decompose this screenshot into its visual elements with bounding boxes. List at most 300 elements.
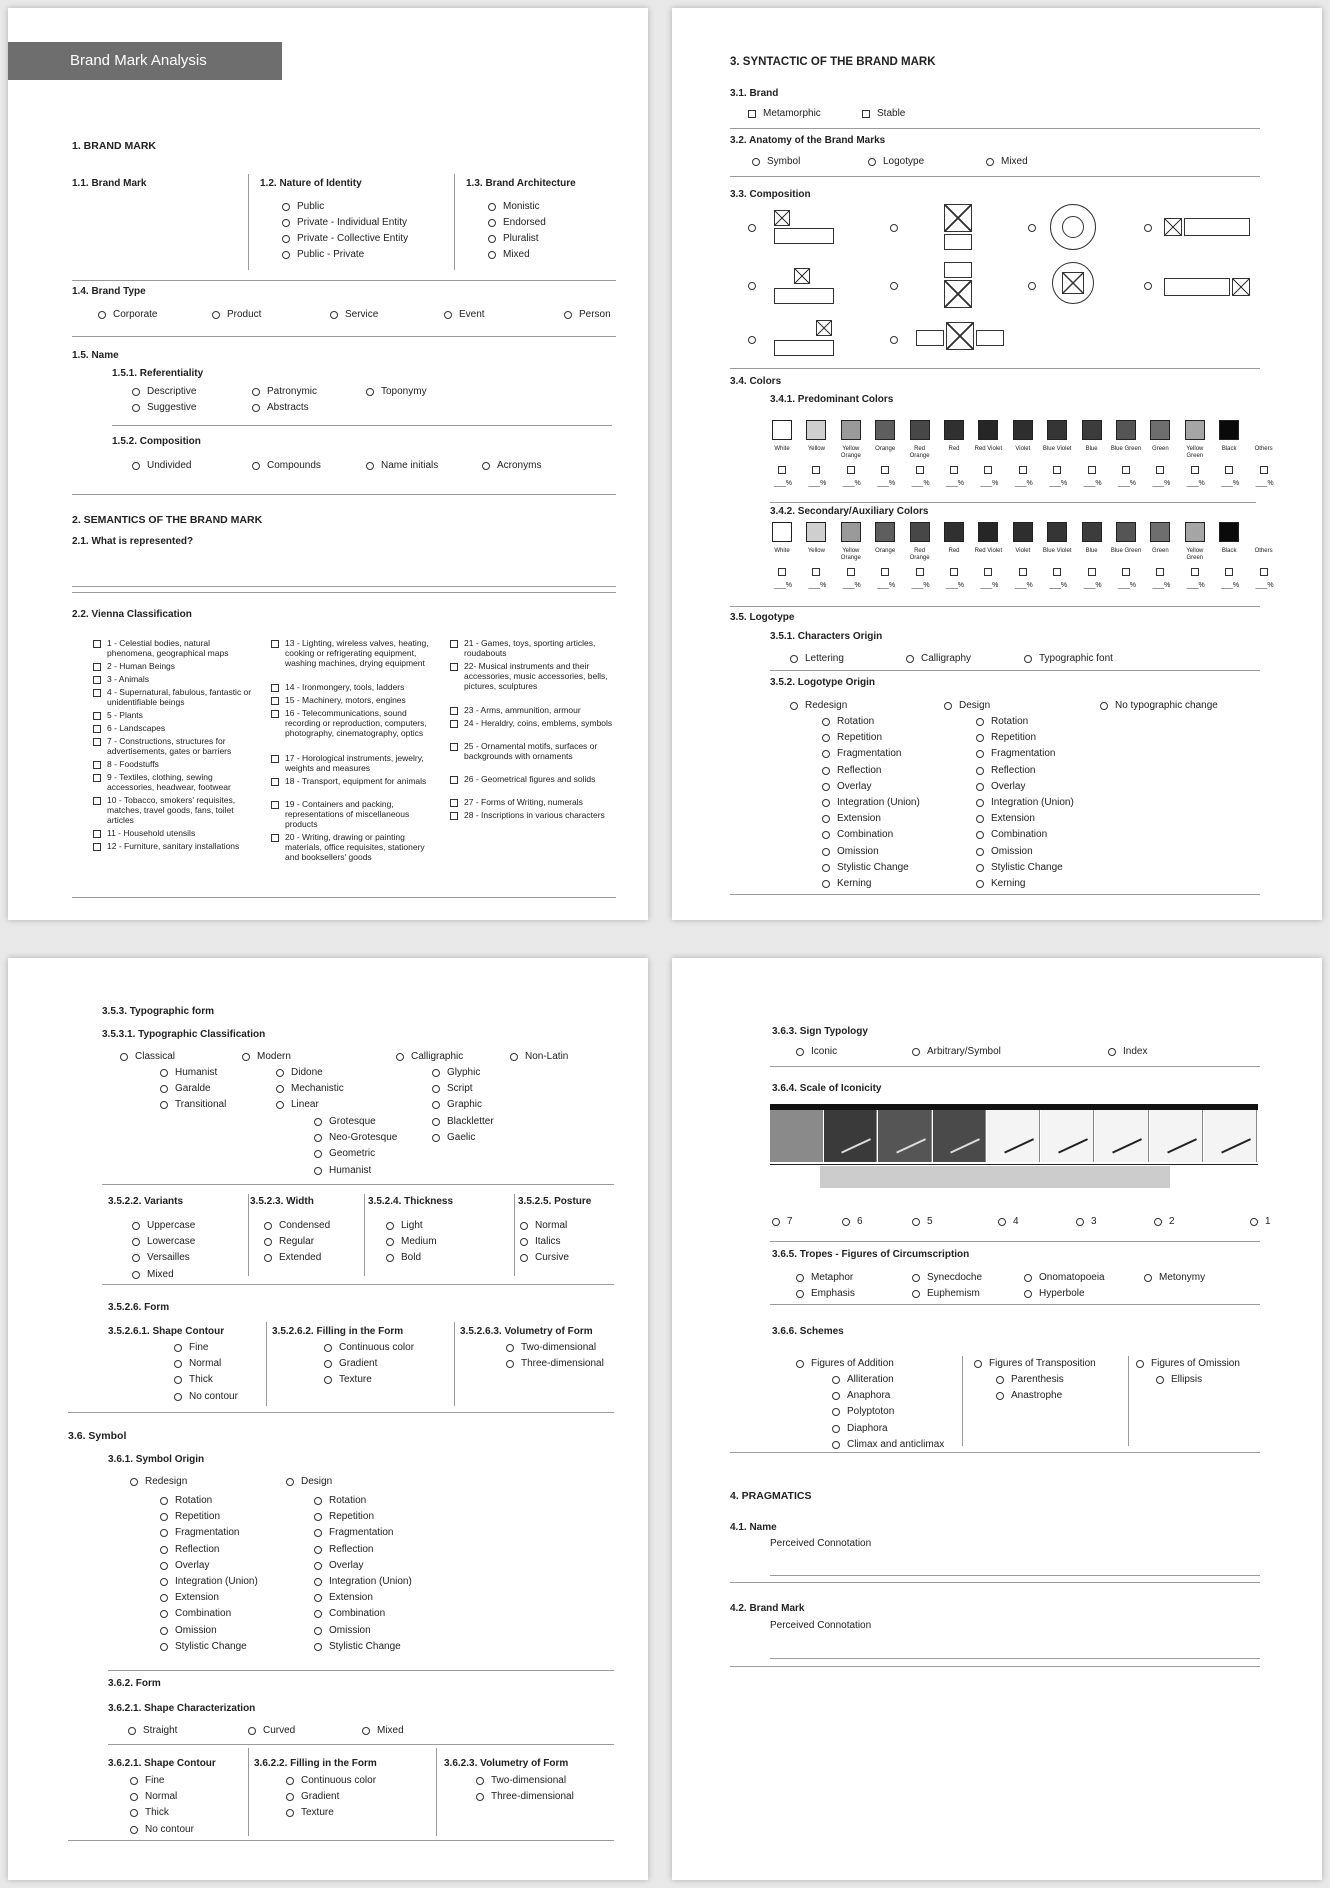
checkbox[interactable] (450, 799, 458, 807)
radio-button[interactable] (1144, 282, 1152, 290)
perceived-connotation-1: Perceived Connotation (770, 1538, 872, 1549)
percent-field[interactable]: ___% (946, 582, 964, 589)
radio-button[interactable] (386, 1238, 394, 1246)
checkbox[interactable] (1225, 466, 1233, 474)
percent-field[interactable]: ___% (911, 582, 930, 589)
radio-button[interactable] (396, 1053, 404, 1061)
radio-button[interactable] (822, 864, 830, 872)
radio-button[interactable] (752, 158, 760, 166)
radio-button[interactable] (386, 1254, 394, 1262)
radio-button[interactable] (264, 1254, 272, 1262)
iconicity-scale (770, 1104, 1258, 1188)
checkbox[interactable] (1156, 568, 1164, 576)
checkbox[interactable] (271, 755, 279, 763)
radio-button[interactable] (314, 1546, 322, 1554)
radio-button[interactable] (976, 750, 984, 758)
checkbox[interactable] (93, 797, 101, 805)
checkbox[interactable] (1260, 568, 1268, 576)
radio-button[interactable] (476, 1777, 484, 1785)
radio-button[interactable] (822, 848, 830, 856)
radio-button[interactable] (822, 815, 830, 823)
checkbox[interactable] (950, 466, 958, 474)
radio-button[interactable] (282, 235, 290, 243)
option-label: Redesign (805, 700, 848, 711)
radio-button[interactable] (432, 1134, 440, 1142)
color-swatch (1150, 522, 1170, 542)
radio-button[interactable] (998, 1218, 1006, 1226)
radio-button[interactable] (912, 1218, 920, 1226)
option-label: Extension (837, 813, 881, 825)
radio-button[interactable] (314, 1610, 322, 1618)
percent-field[interactable]: ___% (1083, 480, 1102, 487)
radio-button[interactable] (132, 1254, 140, 1262)
radio-button[interactable] (520, 1222, 528, 1230)
percent-field[interactable]: ___% (911, 480, 930, 487)
radio-button[interactable] (796, 1048, 804, 1056)
radio-button[interactable] (832, 1408, 840, 1416)
percent-field[interactable]: ___% (1255, 480, 1274, 487)
percent-field[interactable]: ___% (980, 582, 999, 589)
radio-button[interactable] (314, 1627, 322, 1635)
checkbox[interactable] (1122, 466, 1130, 474)
radio-button[interactable] (944, 702, 952, 710)
checkbox[interactable] (93, 738, 101, 746)
radio-button[interactable] (1100, 702, 1108, 710)
radio-button[interactable] (160, 1643, 168, 1651)
radio-button[interactable] (252, 388, 260, 396)
checkbox[interactable] (271, 778, 279, 786)
percent-field[interactable]: ___% (842, 480, 861, 487)
radio-button[interactable] (1076, 1218, 1084, 1226)
radio-button[interactable] (132, 1222, 140, 1230)
radio-button[interactable] (174, 1344, 182, 1352)
percent-field[interactable]: ___% (1118, 480, 1136, 487)
radio-button[interactable] (976, 783, 984, 791)
radio-button[interactable] (432, 1118, 440, 1126)
checkbox[interactable] (93, 774, 101, 782)
checkbox[interactable] (984, 466, 992, 474)
radio-button[interactable] (772, 1218, 780, 1226)
percent-field[interactable]: ___% (1186, 480, 1205, 487)
radio-button[interactable] (976, 734, 984, 742)
checkbox[interactable] (1191, 568, 1199, 576)
radio-button[interactable] (132, 1271, 140, 1279)
percent-field[interactable]: ___% (1014, 480, 1033, 487)
radio-button[interactable] (444, 311, 452, 319)
radio-button[interactable] (324, 1376, 332, 1384)
checkbox[interactable] (1088, 466, 1096, 474)
checkbox[interactable] (271, 640, 279, 648)
option-label: Monistic (503, 201, 540, 212)
radio-button[interactable] (174, 1393, 182, 1401)
option-label: Omission (175, 1624, 217, 1636)
radio-button[interactable] (160, 1101, 168, 1109)
radio-button[interactable] (160, 1562, 168, 1570)
radio-button[interactable] (822, 767, 830, 775)
checkbox[interactable] (450, 707, 458, 715)
checkbox[interactable] (950, 568, 958, 576)
radio-button[interactable] (1028, 224, 1036, 232)
percent-field[interactable]: ___% (1049, 480, 1068, 487)
radio-button[interactable] (996, 1392, 1004, 1400)
checkbox[interactable] (93, 712, 101, 720)
radio-button[interactable] (160, 1627, 168, 1635)
percent-field[interactable]: ___% (877, 480, 896, 487)
radio-button[interactable] (996, 1376, 1004, 1384)
radio-button[interactable] (130, 1826, 138, 1834)
radio-button[interactable] (1028, 282, 1036, 290)
checkbox[interactable] (778, 568, 786, 576)
radio-button[interactable] (130, 1793, 138, 1801)
radio-button[interactable] (976, 767, 984, 775)
radio-button[interactable] (868, 158, 876, 166)
radio-button[interactable] (1154, 1218, 1162, 1226)
radio-button[interactable] (174, 1376, 182, 1384)
checkbox[interactable] (812, 568, 820, 576)
radio-button[interactable] (890, 224, 898, 232)
color-name: Green (1152, 446, 1169, 452)
checkbox[interactable] (93, 640, 101, 648)
checkbox[interactable] (93, 689, 101, 697)
radio-button[interactable] (314, 1134, 322, 1142)
divider (730, 1582, 1260, 1583)
radio-button[interactable] (160, 1594, 168, 1602)
s41-label: 4.1. Name (730, 1522, 777, 1533)
radio-button[interactable] (314, 1578, 322, 1586)
radio-button[interactable] (822, 799, 830, 807)
percent-field[interactable]: ___% (1152, 480, 1171, 487)
radio-button[interactable] (276, 1101, 284, 1109)
option-label: Fragmentation (175, 1527, 240, 1539)
page-3 (8, 958, 648, 1880)
radio-button[interactable] (488, 203, 496, 211)
checkbox[interactable] (450, 663, 458, 671)
radio-button[interactable] (264, 1222, 272, 1230)
divider (108, 1744, 614, 1745)
percent-field[interactable]: ___% (842, 582, 861, 589)
percent-field[interactable]: ___% (1186, 582, 1205, 589)
radio-button[interactable] (314, 1594, 322, 1602)
checkbox[interactable] (271, 710, 279, 718)
radio-button[interactable] (976, 848, 984, 856)
radio-button[interactable] (796, 1274, 804, 1282)
radio-button[interactable] (252, 462, 260, 470)
radio-button[interactable] (248, 1727, 256, 1735)
radio-button[interactable] (482, 462, 490, 470)
radio-button[interactable] (282, 219, 290, 227)
checkbox[interactable] (93, 663, 101, 671)
checkbox[interactable] (271, 801, 279, 809)
section-label: 3.6.2.3. Volumetry of Form (444, 1758, 569, 1769)
radio-button[interactable] (976, 880, 984, 888)
radio-button[interactable] (822, 750, 830, 758)
radio-button[interactable] (314, 1529, 322, 1537)
vienna-item: 20 - Writing, drawing or painting materials, office requisites, stationery and booksellers' goods (285, 832, 425, 862)
radio-button[interactable] (282, 251, 290, 259)
radio-button[interactable] (520, 1254, 528, 1262)
percent-field[interactable]: ___% (1014, 582, 1033, 589)
radio-button[interactable] (976, 815, 984, 823)
radio-button[interactable] (748, 336, 756, 344)
radio-button[interactable] (366, 388, 374, 396)
option-label: Texture (301, 1807, 334, 1819)
radio-button[interactable] (912, 1048, 920, 1056)
radio-button[interactable] (832, 1425, 840, 1433)
radio-button[interactable] (324, 1360, 332, 1368)
olive-branch-icon (831, 1116, 871, 1153)
radio-button[interactable] (476, 1793, 484, 1801)
radio-button[interactable] (790, 655, 798, 663)
radio-button[interactable] (314, 1513, 322, 1521)
radio-button[interactable] (160, 1529, 168, 1537)
checkbox[interactable] (1156, 466, 1164, 474)
percent-field[interactable]: ___% (808, 582, 827, 589)
radio-button[interactable] (748, 282, 756, 290)
percent-field[interactable]: ___% (1221, 480, 1240, 487)
radio-button[interactable] (822, 783, 830, 791)
radio-button[interactable] (432, 1085, 440, 1093)
radio-button[interactable] (974, 1360, 982, 1368)
option-label: Product (227, 309, 262, 320)
checkbox[interactable] (1122, 568, 1130, 576)
radio-button[interactable] (160, 1497, 168, 1505)
checkbox[interactable] (450, 776, 458, 784)
radio-button[interactable] (832, 1441, 840, 1449)
percent-field[interactable]: ___% (1083, 582, 1102, 589)
radio-button[interactable] (366, 462, 374, 470)
checkbox[interactable] (271, 684, 279, 692)
percent-field[interactable]: ___% (946, 480, 964, 487)
checkbox[interactable] (450, 743, 458, 751)
radio-button[interactable] (160, 1513, 168, 1521)
color-name: Black (1221, 446, 1237, 452)
option-label: Condensed (279, 1220, 331, 1231)
radio-button[interactable] (506, 1344, 514, 1352)
radio-button[interactable] (1024, 1274, 1032, 1282)
s342-label: 3.4.2. Secondary/Auxiliary Colors (770, 506, 929, 517)
percent-field[interactable]: ___% (877, 582, 896, 589)
checkbox[interactable] (1053, 568, 1061, 576)
radio-button[interactable] (976, 831, 984, 839)
checkbox[interactable] (1053, 466, 1061, 474)
checkbox[interactable] (93, 676, 101, 684)
radio-button[interactable] (796, 1290, 804, 1298)
radio-button[interactable] (160, 1069, 168, 1077)
checkbox[interactable] (271, 697, 279, 705)
radio-button[interactable] (976, 864, 984, 872)
radio-button[interactable] (132, 388, 140, 396)
s21-label: 2.1. What is represented? (72, 536, 194, 547)
checkbox[interactable] (93, 761, 101, 769)
s35-label: 3.5. Logotype (730, 612, 795, 623)
rect-shape (976, 330, 1004, 346)
radio-button[interactable] (1156, 1376, 1164, 1384)
radio-button[interactable] (432, 1101, 440, 1109)
radio-button[interactable] (832, 1392, 840, 1400)
checkbox[interactable] (916, 466, 924, 474)
radio-button[interactable] (286, 1809, 294, 1817)
color-swatch (1219, 420, 1239, 440)
option-label: Repetition (837, 732, 883, 744)
radio-button[interactable] (506, 1360, 514, 1368)
color-swatch (875, 420, 895, 440)
radio-button[interactable] (822, 831, 830, 839)
radio-button[interactable] (252, 404, 260, 412)
radio-button[interactable] (1144, 224, 1152, 232)
checkbox[interactable] (93, 843, 101, 851)
radio-button[interactable] (362, 1727, 370, 1735)
percent-field[interactable]: ___% (774, 582, 792, 589)
section-label: 3.5.2.4. Thickness (368, 1196, 454, 1207)
radio-button[interactable] (132, 462, 140, 470)
radio-button[interactable] (286, 1793, 294, 1801)
radio-button[interactable] (330, 311, 338, 319)
radio-button[interactable] (314, 1150, 322, 1158)
checkbox[interactable] (881, 568, 889, 576)
option-label: Continuous color (339, 1342, 415, 1353)
checkbox[interactable] (847, 466, 855, 474)
divider (68, 1412, 614, 1413)
option-label: Alliteration (847, 1374, 894, 1385)
radio-button[interactable] (832, 1376, 840, 1384)
radio-button[interactable] (314, 1167, 322, 1175)
checkbox[interactable] (847, 568, 855, 576)
option-label: Omission (329, 1624, 371, 1636)
radio-button[interactable] (120, 1053, 128, 1061)
checkbox[interactable] (812, 466, 820, 474)
percent-field[interactable]: ___% (774, 480, 792, 487)
symbol-shape (944, 204, 972, 232)
checkbox[interactable] (984, 568, 992, 576)
radio-button[interactable] (324, 1344, 332, 1352)
radio-button[interactable] (264, 1238, 272, 1246)
section-label: 3.6.2.2. Filling in the Form (254, 1758, 377, 1769)
option-label: Extension (175, 1592, 219, 1604)
radio-button[interactable] (432, 1069, 440, 1077)
radio-button[interactable] (890, 336, 898, 344)
checkbox[interactable] (93, 830, 101, 838)
percent-field[interactable]: ___% (1118, 582, 1136, 589)
checkbox[interactable] (1225, 568, 1233, 576)
radio-button[interactable] (212, 311, 220, 319)
radio-button[interactable] (1250, 1218, 1258, 1226)
checkbox[interactable] (450, 640, 458, 648)
radio-button[interactable] (160, 1546, 168, 1554)
radio-button[interactable] (286, 1777, 294, 1785)
radio-button[interactable] (282, 203, 290, 211)
radio-button[interactable] (822, 880, 830, 888)
radio-button[interactable] (286, 1478, 294, 1486)
s361-label: 3.6.1. Symbol Origin (108, 1454, 205, 1465)
checkbox[interactable] (450, 812, 458, 820)
radio-button[interactable] (822, 718, 830, 726)
option-label: Reflection (175, 1543, 220, 1555)
checkbox[interactable] (748, 110, 756, 118)
checkbox[interactable] (1019, 466, 1027, 474)
radio-button[interactable] (1136, 1360, 1144, 1368)
radio-button[interactable] (174, 1360, 182, 1368)
divider (730, 894, 1260, 895)
checkbox[interactable] (1191, 466, 1199, 474)
checkbox[interactable] (881, 466, 889, 474)
radio-button[interactable] (132, 1238, 140, 1246)
radio-button[interactable] (520, 1238, 528, 1246)
radio-button[interactable] (906, 655, 914, 663)
radio-button[interactable] (564, 311, 572, 319)
option-label: 1 (1265, 1216, 1271, 1227)
checkbox[interactable] (916, 568, 924, 576)
radio-button[interactable] (488, 219, 496, 227)
radio-button[interactable] (128, 1727, 136, 1735)
radio-button[interactable] (842, 1218, 850, 1226)
radio-button[interactable] (986, 158, 994, 166)
radio-button[interactable] (822, 734, 830, 742)
radio-button[interactable] (132, 404, 140, 412)
radio-button[interactable] (1108, 1048, 1116, 1056)
radio-button[interactable] (276, 1085, 284, 1093)
radio-button[interactable] (748, 224, 756, 232)
checkbox[interactable] (1260, 466, 1268, 474)
radio-button[interactable] (1144, 1274, 1152, 1282)
checkbox[interactable] (450, 720, 458, 728)
color-swatch (772, 420, 792, 440)
radio-button[interactable] (242, 1053, 250, 1061)
radio-button[interactable] (386, 1222, 394, 1230)
checkbox[interactable] (1019, 568, 1027, 576)
option-label: Grotesque (329, 1116, 376, 1127)
percent-field[interactable]: ___% (980, 480, 999, 487)
symbol-shape (774, 210, 790, 226)
radio-button[interactable] (160, 1578, 168, 1586)
percent-field[interactable]: ___% (1152, 582, 1171, 589)
radio-button[interactable] (314, 1497, 322, 1505)
radio-button[interactable] (796, 1360, 804, 1368)
radio-button[interactable] (976, 718, 984, 726)
radio-button[interactable] (98, 311, 106, 319)
radio-button[interactable] (314, 1562, 322, 1570)
radio-button[interactable] (130, 1478, 138, 1486)
checkbox[interactable] (271, 834, 279, 842)
checkbox[interactable] (778, 466, 786, 474)
option-label: Lowercase (147, 1236, 196, 1248)
radio-button[interactable] (160, 1085, 168, 1093)
radio-button[interactable] (1024, 655, 1032, 663)
percent-field[interactable]: ___% (808, 480, 827, 487)
radio-button[interactable] (160, 1610, 168, 1618)
checkbox[interactable] (862, 110, 870, 118)
radio-button[interactable] (488, 235, 496, 243)
radio-button[interactable] (130, 1809, 138, 1817)
radio-button[interactable] (1024, 1290, 1032, 1298)
radio-button[interactable] (510, 1053, 518, 1061)
radio-button[interactable] (912, 1290, 920, 1298)
radio-button[interactable] (890, 282, 898, 290)
radio-button[interactable] (314, 1643, 322, 1651)
radio-button[interactable] (130, 1777, 138, 1785)
radio-button[interactable] (790, 702, 798, 710)
radio-button[interactable] (976, 799, 984, 807)
radio-button[interactable] (488, 251, 496, 259)
percent-field[interactable]: ___% (1221, 582, 1240, 589)
color-swatch (1013, 522, 1033, 542)
radio-button[interactable] (314, 1118, 322, 1126)
radio-button[interactable] (276, 1069, 284, 1077)
checkbox[interactable] (1088, 568, 1096, 576)
percent-field[interactable]: ___% (1049, 582, 1068, 589)
radio-button[interactable] (912, 1274, 920, 1282)
checkbox[interactable] (93, 725, 101, 733)
percent-field[interactable]: ___% (1255, 582, 1274, 589)
